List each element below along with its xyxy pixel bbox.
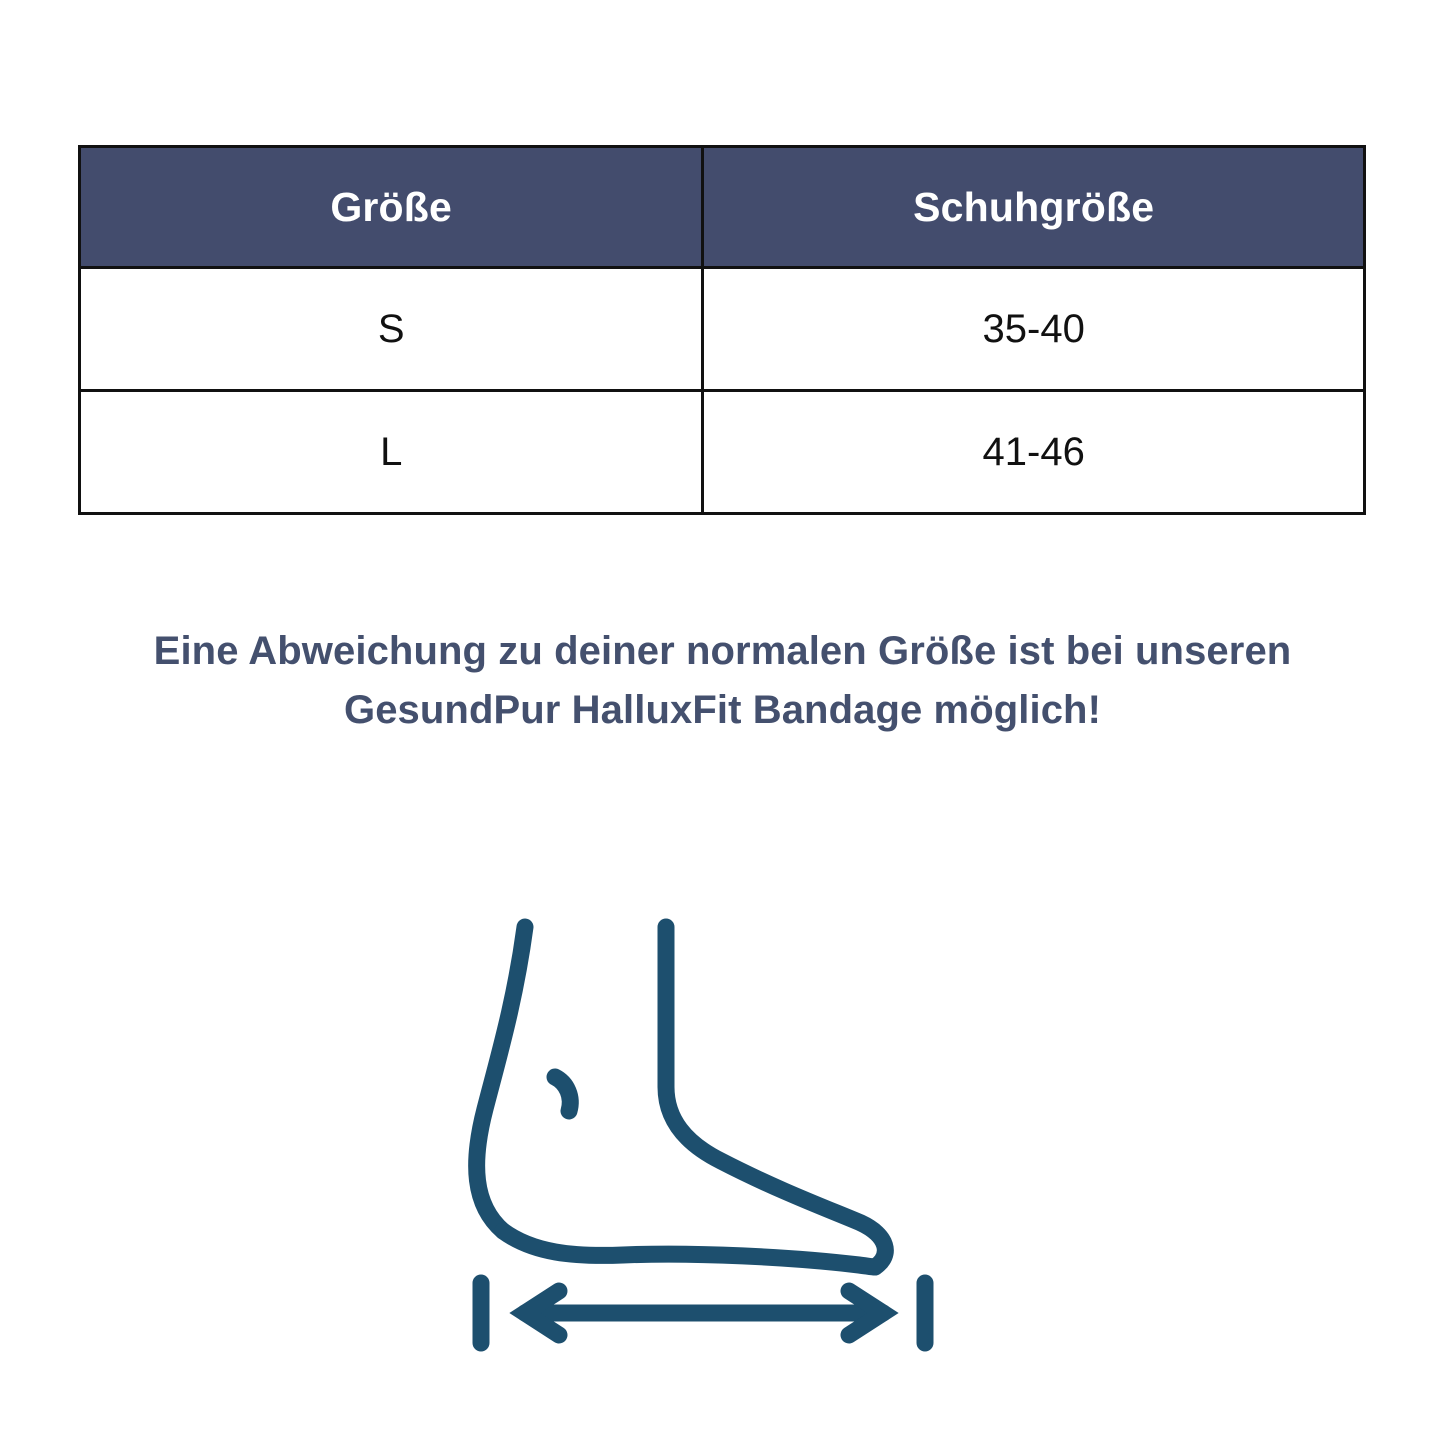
column-header-shoe-size: Schuhgröße [703, 147, 1365, 268]
cell-shoe-size: 35-40 [703, 268, 1365, 391]
cell-size: S [80, 268, 703, 391]
foot-length-measure-illustration [463, 905, 983, 1355]
size-table-head [80, 147, 1365, 268]
size-table-body [80, 268, 1365, 514]
column-header-size: Größe [80, 147, 703, 268]
cell-size: L [80, 391, 703, 514]
foot-illustration-container [0, 905, 1445, 1355]
table-header-row [80, 147, 1365, 268]
table-row [80, 391, 1365, 514]
table-row [80, 268, 1365, 391]
size-deviation-note: Eine Abweichung zu deiner normalen Größe ist bei unseren GesundPur HalluxFit Bandage möglich! [153, 629, 1292, 733]
cell-shoe-size: 41-46 [703, 391, 1365, 514]
size-table-container [78, 145, 1366, 515]
size-table [78, 145, 1366, 515]
